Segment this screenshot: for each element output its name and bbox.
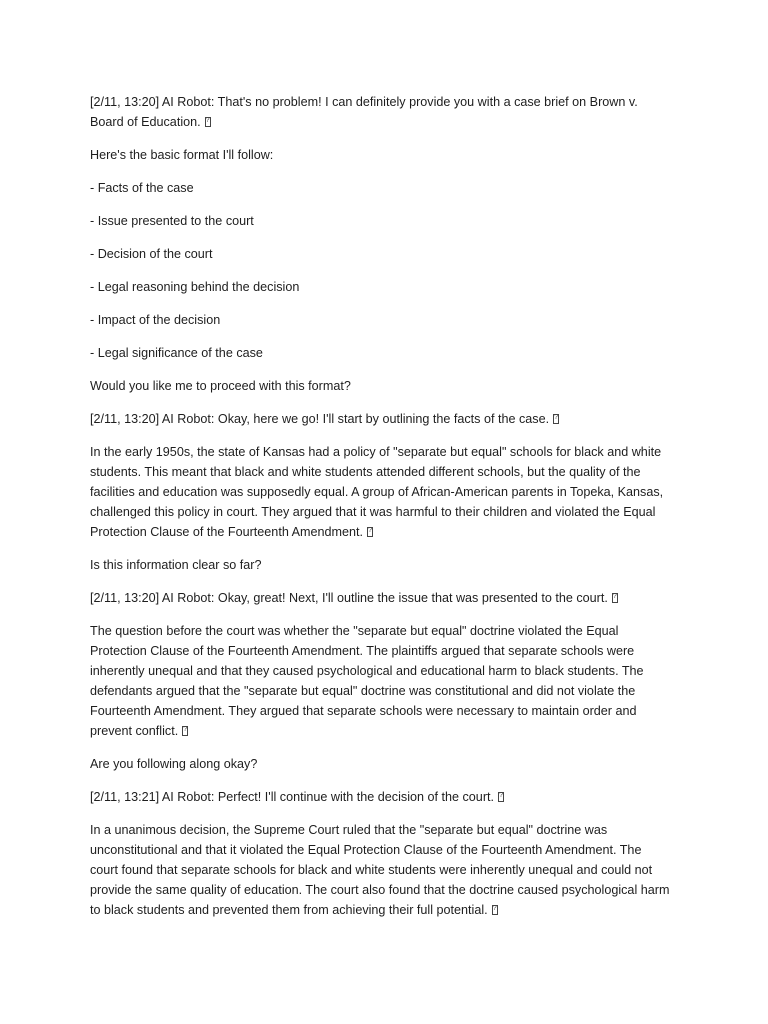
paragraph-question [90,376,670,396]
paragraph-text: Here's the basic format I'll follow: [90,148,274,162]
missing-glyph-icon [205,117,211,127]
list-item-impact [90,310,670,330]
paragraph-text: In a unanimous decision, the Supreme Court ruled that the "separate but equal" doctrine was unconstitutional and that it violated the Equal Protection Clause of the Fourteenth Amendment. The court found that separate schools for black and white students were inherently unequal and could not provide the same quality of education. The court also found that the doctrine caused psychological harm to black students and prevented them from achieving their full potential. [90,823,670,917]
list-item-reasoning [90,277,670,297]
paragraph-intro [90,92,670,132]
list-item-text: - Issue presented to the court [90,214,254,228]
missing-glyph-icon [553,414,559,424]
list-item-text: - Impact of the decision [90,313,221,327]
paragraph-decision-intro [90,787,670,807]
paragraph-check-following [90,754,670,774]
paragraph-text: The question before the court was whether the "separate but equal" doctrine violated the Equal Protection Clause of the Fourteenth Amendment. The plaintiffs argued that separate schools were inherently unequal and that they caused psychological and educational harm to black students. The defendants argued that the "separate but equal" doctrine was constitutional and did not violate the Fourteenth Amendment. They argued that separate schools were necessary to maintain order and prevent conflict. [90,624,644,738]
paragraph-decision [90,820,670,920]
list-item-decision [90,244,670,264]
paragraph-facts [90,442,670,542]
paragraph-text: Are you following along okay? [90,757,258,771]
list-item-text: - Legal significance of the case [90,346,263,360]
paragraph-text: [2/11, 13:21] AI Robot: Perfect! I'll continue with the decision of the court. [90,790,495,804]
paragraph-text: [2/11, 13:20] AI Robot: Okay, here we go! I'll start by outlining the facts of the case. [90,412,550,426]
paragraph-issue-intro [90,588,670,608]
list-item-issue [90,211,670,231]
missing-glyph-icon [492,905,498,915]
list-item-text: - Decision of the court [90,247,213,261]
missing-glyph-icon [182,726,188,736]
paragraph-issue [90,621,670,741]
list-item-significance [90,343,670,363]
missing-glyph-icon [612,593,618,603]
list-item-text: - Legal reasoning behind the decision [90,280,300,294]
paragraph-facts-intro [90,409,670,429]
paragraph-format-intro [90,145,670,165]
list-item-text: - Facts of the case [90,181,194,195]
missing-glyph-icon [498,792,504,802]
paragraph-check-clear [90,555,670,575]
list-item-facts [90,178,670,198]
paragraph-text: In the early 1950s, the state of Kansas had a policy of "separate but equal" schools for black and white students. This meant that black and white students attended different schools, but the quality of the facilities and education was supposedly equal. A group of African-American parents in Topeka, Kansas, challenged this policy in court. They argued that it was harmful to their children and violated the Equal Protection Clause of the Fourteenth Amendment. [90,445,664,539]
paragraph-text: [2/11, 13:20] AI Robot: That's no problem! I can definitely provide you with a case brief on Brown v. Board of Education. [90,95,638,129]
paragraph-text: Would you like me to proceed with this format? [90,379,351,393]
paragraph-text: Is this information clear so far? [90,558,262,572]
missing-glyph-icon [367,527,373,537]
paragraph-text: [2/11, 13:20] AI Robot: Okay, great! Next, I'll outline the issue that was presented to the court. [90,591,608,605]
document-body [90,92,670,933]
